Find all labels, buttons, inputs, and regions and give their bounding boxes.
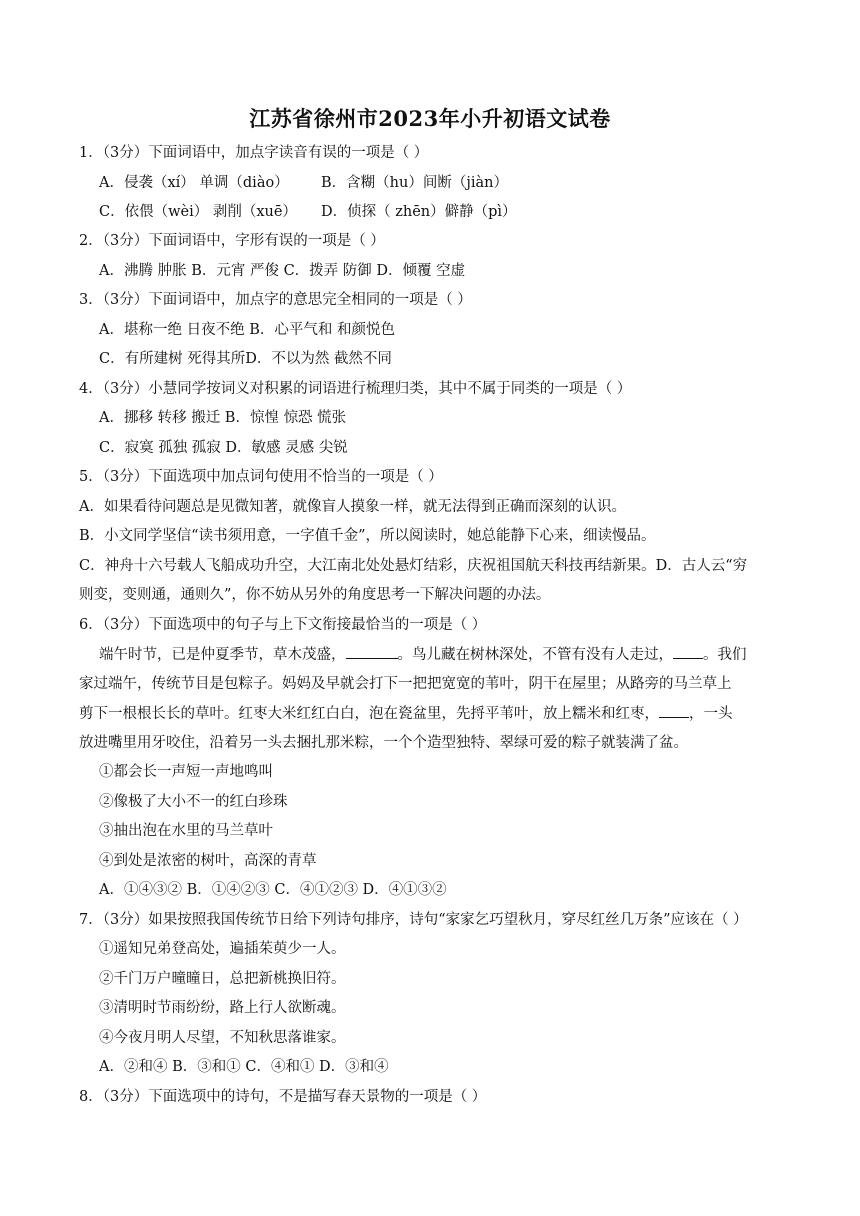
- question-3-options-row-1: A．堪称一绝 日夜不绝 B．心平气和 和颜悦色: [99, 322, 395, 338]
- question-8-stem: 8．（3分）下面选项中的诗句，不是描写春天景物的一项是（ ）: [79, 1089, 487, 1105]
- question-7-poem-4: ④今夜月明人尽望，不知秋思落谁家。: [99, 1030, 346, 1046]
- question-7-poem-1: ①遥知兄弟登高处，遍插茱萸少一人。: [99, 941, 346, 957]
- question-4-options-row-1: A．挪移 转移 搬迁 B．惊惶 惊恐 慌张: [99, 410, 347, 426]
- answer-blank: [673, 644, 703, 659]
- question-5-option-a: A．如果看待问题总是见微知著，就像盲人摸象一样，就无法得到正确而深刻的认识。: [79, 499, 626, 515]
- question-1-option-c: C．依偎（wèi） 剥削（xuē）: [99, 204, 297, 220]
- question-6-passage-line-3: [79, 703, 733, 724]
- question-5-stem: 5．（3分）下面选项中加点词句使用不恰当的一项是（ ）: [79, 469, 443, 485]
- question-6-sentence-4: ④到处是浓密的树叶，高深的青草: [99, 853, 317, 869]
- question-6-choices: A．①④③② B．①④②③ C．④①②③ D．④①③②: [99, 882, 447, 898]
- question-7-poem-3: ③清明时节雨纷纷，路上行人欲断魂。: [99, 1000, 346, 1016]
- question-6-sentence-1: ①都会长一声短一声地鸣叫: [99, 764, 273, 780]
- question-2-options: A．沸腾 肿胀 B．元宵 严俊 C．拨弄 防御 D．倾覆 空虚: [99, 263, 466, 279]
- question-2-stem: 2．（3分）下面词语中，字形有误的一项是（ ）: [79, 233, 385, 249]
- question-1-stem: 1．（3分）下面词语中，加点字读音有误的一项是（ ）: [79, 145, 429, 161]
- question-7-choices: A．②和④ B．③和① C．④和① D．③和④: [99, 1059, 389, 1075]
- passage-text: 。我们: [703, 647, 747, 663]
- answer-blank: [346, 644, 398, 659]
- question-1-option-d: D．侦探（ zhēn）僻静（pì）: [321, 204, 517, 220]
- question-5-option-b: B．小文同学坚信“读书须用意，一字值千金”，所以阅读时，她总能静下心来，细读慢品。: [79, 528, 656, 544]
- question-1-option-a: A．侵袭（xí） 单调（diào）: [99, 175, 289, 191]
- question-3-stem: 3．（3分）下面词语中，加点字的意思完全相同的一项是（ ）: [79, 292, 472, 308]
- question-6-sentence-2: ②像极了大小不一的红白珍珠: [99, 794, 288, 810]
- question-7-stem: 7．（3分）如果按照我国传统节日给下列诗句排序，诗句“家家乞巧望秋月，穿尽红丝几万条”应该在（ ）: [79, 912, 748, 928]
- question-7-poem-2: ②千门万户曈曈日，总把新桃换旧符。: [99, 971, 346, 987]
- question-6-sentence-3: ③抽出泡在水里的马兰草叶: [99, 823, 273, 839]
- question-3-options-row-2: C．有所建树 死得其所D．不以为然 截然不同: [99, 351, 392, 367]
- question-4-options-row-2: C．寂寞 孤独 孤寂 D．敏感 灵感 尖锐: [99, 440, 348, 456]
- answer-blank: [659, 703, 689, 718]
- question-5-option-cd-line-2: 则变，变则通，通则久”，你不妨从另外的角度思考一下解决问题的办法。: [79, 587, 551, 603]
- question-6-stem: 6．（3分）下面选项中的句子与上下文衔接最恰当的一项是（ ）: [79, 617, 487, 633]
- passage-text: 剪下一根根长长的草叶。红枣大米红红白白，泡在瓷盆里，先捋平苇叶，放上糯米和红枣，: [79, 706, 659, 722]
- passage-text: 。鸟儿藏在树林深处，不管有没有人走过，: [397, 647, 673, 663]
- passage-text: ，一头: [689, 706, 733, 722]
- question-1-option-b: B．含糊（hu）间断（jiàn）: [321, 175, 508, 191]
- question-4-stem: 4．（3分）小慧同学按词义对积累的词语进行梳理归类，其中不属于同类的一项是（ ）: [79, 381, 632, 397]
- question-5-option-cd-line-1: C．神舟十六号载人飞船成功升空，大江南北处处悬灯结彩，庆祝祖国航天科技再结新果。D．古人云“穷: [79, 558, 748, 574]
- question-6-passage-line-2: 家过端午，传统节目是包粽子。妈妈及早就会打下一把把宽宽的苇叶，阴干在屋里；从路旁的马兰草上: [79, 676, 732, 692]
- question-6-passage-line-1: [99, 644, 747, 665]
- question-6-passage-line-4: 放进嘴里用牙咬住，沿着另一头去捆扎那米粽，一个个造型独特、翠绿可爱的粽子就装满了盆。: [79, 735, 688, 751]
- page-title: 江苏省徐州市2023年小升初语文试卷: [249, 106, 611, 131]
- passage-text: 端午时节，已是仲夏季节，草木茂盛，: [99, 647, 346, 663]
